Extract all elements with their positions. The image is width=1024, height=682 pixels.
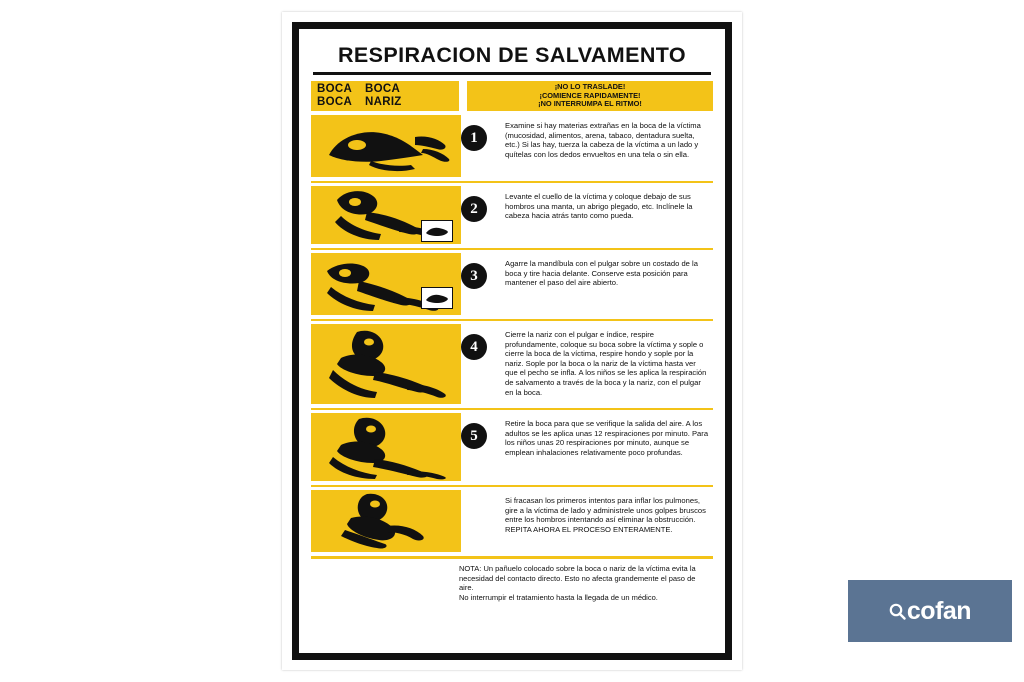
method-1-col-2: BOCA: [365, 83, 401, 95]
hand-icon: [425, 292, 449, 305]
step-3-text: [461, 253, 713, 315]
step-2-text: [461, 186, 713, 244]
step-3: [311, 253, 713, 315]
step-1-divider: [311, 181, 713, 183]
step-2: [311, 186, 713, 244]
method-labels: [311, 81, 459, 111]
page-title: RESPIRACION DE SALVAMENTO: [337, 43, 687, 67]
step-5-paragraph: Retire la boca para que se verifique la salida del aire. A los adultos se les aplica unas 12 respiraciones por minuto. Para los niños unas 20 respiraciones por minuto, aunque se emplean inhalaciones relativamente poco profundas.: [505, 419, 709, 457]
note-line-1: NOTA: Un pañuelo colocado sobre la boca o nariz de la víctima evita la necesidad del contacto directo. Esto no afecta grandemente el paso de aire.: [459, 564, 696, 593]
magnifier-icon: [889, 603, 906, 620]
warning-line-2: ¡COMIENCE RAPIDAMENTE!: [539, 90, 641, 100]
cofan-wordmark: cofan: [906, 596, 972, 625]
step-6-illustration: [311, 490, 461, 552]
step-1: [311, 115, 713, 177]
magnifier-glyph: [889, 603, 906, 620]
step-1-text: [461, 115, 713, 177]
step-2-number: 2: [461, 196, 487, 222]
step-3-paragraph: Agarre la mandíbula con el pulgar sobre un costado de la boca y tire hacia delante. Conserve esta posición para mantener el paso del aire abierto.: [505, 259, 698, 288]
step-6-paragraph: Si fracasan los primeros intentos para inflar los pulmones, gire a la víctima de lado y administrele unos golpes bruscos entre los hombros intentando así eliminar la obstrucción. REPITA AHORA EL PROCESO ENTERAMENTE.: [505, 496, 706, 534]
step-1-number: 1: [461, 125, 487, 151]
note-block: [311, 564, 713, 602]
warning-line-3: ¡NO INTERRUMPA EL RITMO!: [538, 99, 642, 109]
step-5-illustration: [311, 413, 461, 481]
step-4-paragraph: Cierre la nariz con el pulgar e índice, respire profundamente, coloque su boca sobre la víctima y sople o cierre la boca de la víctima, respire hondo y sople por la nariz. Sople por la boca o la nariz de la víctima hasta ver que el pecho se infla. A los niños se les aplica la respiración de salvamento a través de la boca y la nariz, con el pulgar en la boca.: [505, 330, 707, 397]
step-3-divider: [311, 319, 713, 321]
hand-symbol-box-1: [421, 220, 453, 242]
step-4-text: [461, 324, 713, 404]
note-divider: [311, 556, 713, 559]
poster: [282, 12, 742, 670]
hand-symbol-box-2: [421, 287, 453, 309]
method-row-2: [317, 96, 459, 109]
mouth-to-mouth-icon: [311, 324, 461, 404]
header-spacer: [459, 81, 467, 111]
step-4-number: 4: [461, 334, 487, 360]
hand-icon: [425, 225, 449, 238]
step-4-illustration: [311, 324, 461, 404]
step-2-paragraph: Levante el cuello de la víctima y coloque debajo de sus hombros una manta, un abrigo plegado, etc. Inclínele la cabeza hacia atrás tanto como pueda.: [505, 192, 693, 221]
poster-black-frame: [292, 22, 732, 660]
method-row-1: [317, 83, 459, 96]
poster-content: [299, 29, 725, 653]
step-4-divider: [311, 408, 713, 410]
warning-box: [467, 81, 713, 111]
step-6: [311, 490, 713, 552]
note-line-2: No interrumpir el tratamiento hasta la llegada de un médico.: [459, 592, 658, 602]
step-5-divider: [311, 485, 713, 487]
step-5-number: 5: [461, 423, 487, 449]
method-1-col-1: BOCA: [317, 83, 353, 95]
title-divider: [313, 72, 711, 75]
step-4: [311, 324, 713, 404]
victim-head-tilt-icon: [311, 115, 461, 177]
step-5-text: [461, 413, 713, 481]
step-6-text: [461, 490, 713, 552]
back-blows-icon: [311, 490, 461, 552]
step-5: [311, 413, 713, 481]
step-1-paragraph: Examine si hay materias extrañas en la boca de la víctima (mucosidad, alimentos, arena, tabaco, dentadura suelta, etc.) Si las hay, tuerza la cabeza de la víctima a un lado y quítelas con los dedos envueltos en una tela o sin ella.: [505, 121, 701, 159]
step-1-illustration: [311, 115, 461, 177]
cofan-logo: [848, 580, 1012, 642]
release-breath-icon: [311, 413, 461, 481]
method-2-col-1: BOCA: [317, 96, 353, 108]
step-2-divider: [311, 248, 713, 250]
step-3-number: 3: [461, 263, 487, 289]
method-2-col-2: NARIZ: [365, 96, 402, 108]
warning-line-1: ¡NO LO TRASLADE!: [554, 82, 626, 92]
header-row: [311, 81, 713, 111]
